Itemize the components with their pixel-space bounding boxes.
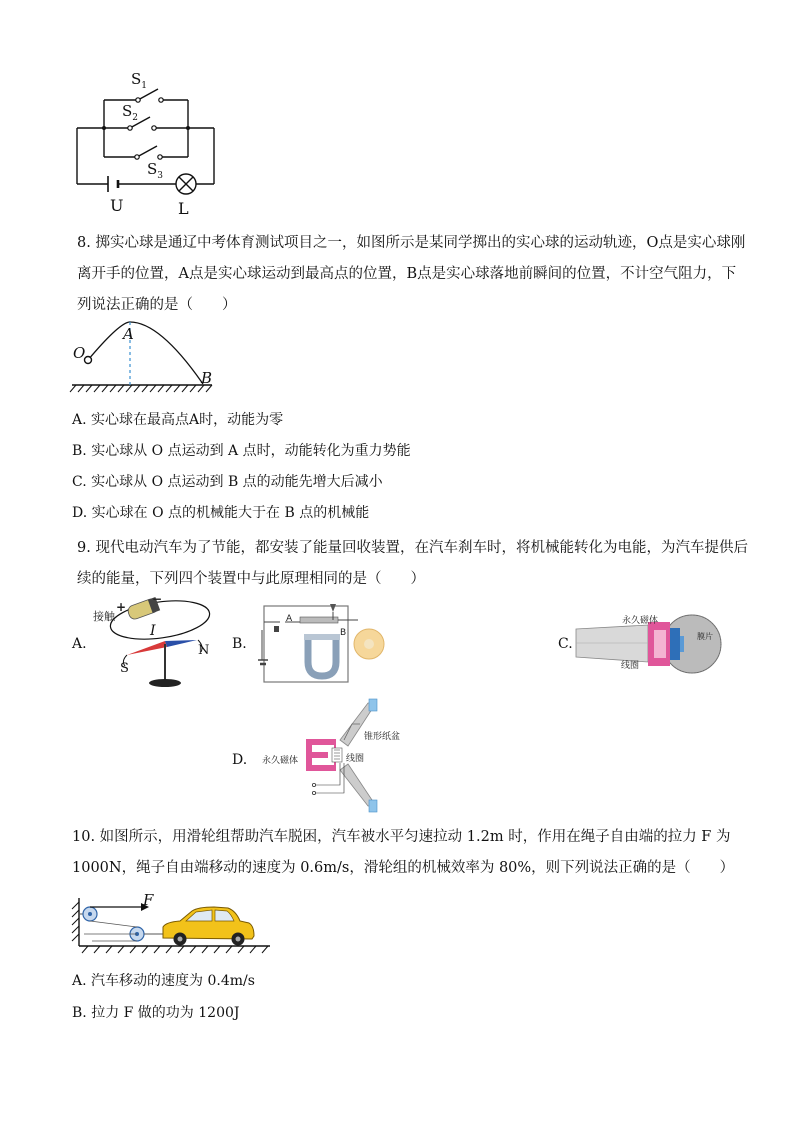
q10-option-a: A. 汽车移动的速度为 0.4m/s [72,973,255,989]
q10-line2: 1000N，绳子自由端移动的速度为 0.6m/s，滑轮组的机械效率为 80%，则下列说法正确的是（ ） [72,860,735,876]
q9-option-b-label: B. [232,636,247,652]
battery-label: U [110,196,124,215]
q10-line1: 10. 如图所示，用滑轮组帮助汽车脱困，汽车被水平匀速拉动 1.2m 时，作用在绳子自由端的拉力 F 为 [72,829,731,845]
switch-s1-label: $S_1$ [131,70,148,91]
contact-label: 接触 [93,610,115,623]
cone-label-d: 锥形纸盆 [364,732,401,742]
switch-s2-label: $S_2$ [122,102,139,123]
q8-line2: 离开手的位置，A点是实心球运动到最高点的位置，B点是实心球落地前瞬间的位置，不计空气阻力，下 [77,266,737,282]
point-o-label: O [73,344,86,362]
q9-option-a-label: A. [72,636,87,652]
point-b-label: B [201,369,213,387]
q9-option-d-label: D. [232,752,248,768]
switch-s3-label: $S_3$ [147,160,164,181]
coil-label-d: 线圈 [346,754,365,764]
north-label: N [198,643,210,658]
magnet-label-c: 永久磁体 [622,616,659,626]
contact-b-label: B [340,628,347,638]
coil-label-c: 线圈 [621,661,640,671]
south-label: S [120,661,129,676]
q8-line3: 列说法正确的是（ ） [77,297,237,313]
q8-line1: 8. 掷实心球是通辽中考体育测试项目之一，如图所示是某同学掷出的实心球的运动轨迹，O点是实心球刚 [77,235,746,251]
lamp-label: L [178,199,189,218]
q10-option-b: B. 拉力 F 做的功为 1200J [72,1005,240,1021]
minus-terminal: − [152,592,163,606]
q8-option-c: C. 实心球从 O 点运动到 B 点的动能先增大后减小 [72,474,383,490]
point-a-label: A [123,325,134,343]
diaphragm-label-c: 膜片 [697,632,713,641]
current-label: I [150,623,156,639]
q9-option-c-label: C. [558,636,573,652]
magnet-label-d: 永久磁体 [262,756,299,766]
force-f-label: F [143,891,154,909]
q8-option-d: D. 实心球在 O 点的机械能大于在 B 点的机械能 [72,505,370,521]
plus-terminal: + [116,600,127,614]
q8-option-b: B. 实心球从 O 点运动到 A 点时，动能转化为重力势能 [72,443,411,459]
q9-line2: 续的能量，下列四个装置中与此原理相同的是（ ） [77,571,425,587]
contact-a-label: A [286,614,293,624]
q8-option-a: A. 实心球在最高点A时，动能为零 [72,412,284,428]
q9-line1: 9. 现代电动汽车为了节能，都安装了能量回收装置，在汽车刹车时，将机械能转化为电能，为汽车提供后 [77,540,748,556]
